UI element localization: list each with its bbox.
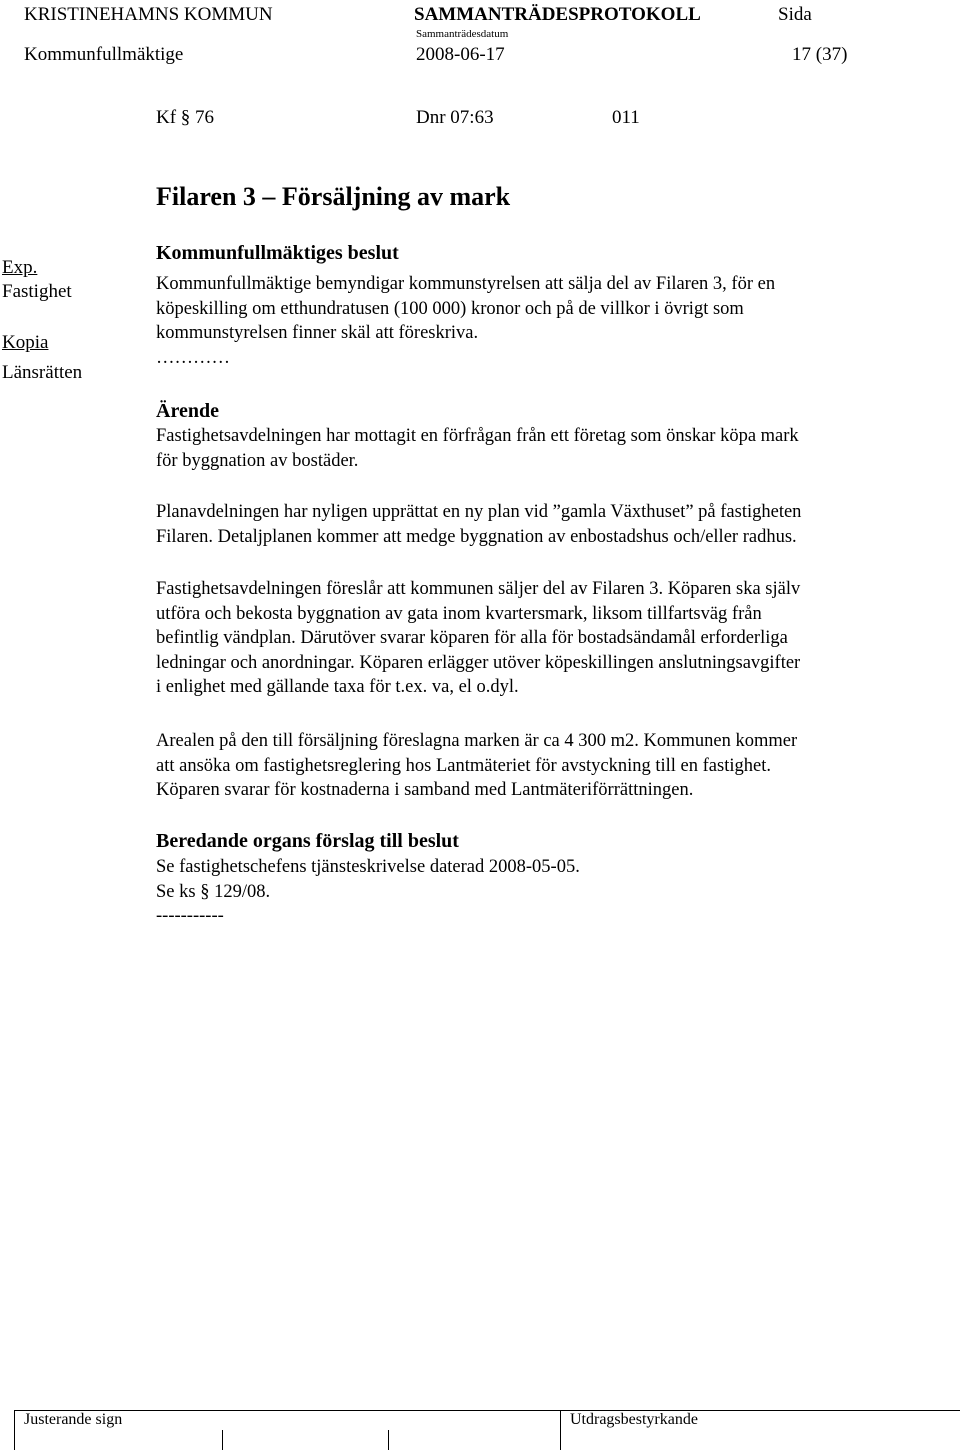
paragraph-line: ledningar och anordningar. Köparen erlägger utöver köpeskillingen anslutningsavgifter	[156, 652, 801, 673]
page-number: 17 (37)	[792, 44, 848, 65]
footer-utdragsbestyrkande: Utdragsbestyrkande	[570, 1411, 698, 1428]
decision-dots: …………	[156, 347, 230, 368]
footer-rule	[14, 1410, 960, 1411]
proposal-dashes: -----------	[156, 906, 224, 927]
paragraph-line: Fastighetsavdelningen har mottagit en förfrågan från ett företag som önskar köpa mark	[156, 426, 799, 446]
paragraph-line: i enlighet med gällande taxa för t.ex. va, el o.dyl.	[156, 677, 519, 698]
sidebar-kopia: Kopia	[2, 332, 49, 353]
decision-text	[156, 272, 946, 370]
footer-divider	[388, 1430, 389, 1450]
paragraph-line: befintlig vändplan. Därutöver svarar köparen för alla för bostadsändamål erforderliga	[156, 628, 788, 649]
paragraph-line: Köparen svarar för kostnaderna i samband med Lantmäteriförrättningen.	[156, 780, 694, 801]
diary-number: Dnr 07:63	[416, 107, 494, 128]
arende-paragraph-3	[156, 577, 946, 700]
protocol-title: SAMMANTRÄDESPROTOKOLL	[414, 4, 701, 25]
meeting-date: 2008-06-17	[416, 44, 505, 65]
decision-body: Kommunfullmäktige	[24, 44, 184, 65]
sidebar-exp: Exp.	[2, 257, 38, 278]
paragraph-line: att ansöka om fastighetsreglering hos Lantmäteriet för avstyckning till en fastighet.	[156, 755, 771, 776]
proposal-text	[156, 855, 946, 929]
meeting-date-label: Sammanträdesdatum	[416, 28, 509, 40]
municipality-name: KRISTINEHAMNS KOMMUN	[24, 4, 273, 25]
paragraph-line: för byggnation av bostäder.	[156, 450, 359, 471]
paragraph-line: utföra och bekosta byggnation av gata inom kvartersmark, liksom tillfartsväg från	[156, 603, 762, 624]
footer-divider	[560, 1410, 561, 1450]
arende-paragraph-1	[156, 424, 946, 473]
sidebar-lansratten: Länsrätten	[2, 362, 83, 383]
decision-heading: Kommunfullmäktiges beslut	[156, 242, 399, 264]
decision-line: kommunstyrelsen finner skäl att föreskriva.	[156, 323, 479, 344]
page-label: Sida	[778, 4, 812, 25]
sidebar-fastighet: Fastighet	[2, 281, 72, 302]
proposal-line: Se ks § 129/08.	[156, 881, 271, 902]
decision-line: Kommunfullmäktige bemyndigar kommunstyrelsen att sälja del av Filaren 3, för en	[156, 274, 776, 294]
arende-heading: Ärende	[156, 400, 219, 422]
page-title: Filaren 3 – Försäljning av mark	[156, 182, 511, 211]
case-code: 011	[612, 107, 640, 128]
proposal-line: Se fastighetschefens tjänsteskrivelse daterad 2008-05-05.	[156, 857, 580, 877]
proposal-heading: Beredande organs förslag till beslut	[156, 830, 459, 852]
arende-paragraph-4	[156, 729, 946, 803]
paragraph-line: Planavdelningen har nyligen upprättat en ny plan vid ”gamla Växthuset” på fastigheten	[156, 502, 802, 522]
footer-divider	[222, 1430, 223, 1450]
arende-paragraph-2	[156, 500, 946, 549]
kf-paragraph: Kf § 76	[156, 107, 215, 128]
paragraph-line: Filaren. Detaljplanen kommer att medge byggnation av enbostadshus och/eller radhus.	[156, 526, 797, 547]
paragraph-line: Arealen på den till försäljning föreslagna marken är ca 4 300 m2. Kommunen kommer	[156, 731, 798, 751]
decision-line: köpeskilling om etthundratusen (100 000) kronor och på de villkor i övrigt som	[156, 298, 744, 319]
footer-divider	[14, 1410, 15, 1450]
footer-justerande-sign: Justerande sign	[24, 1411, 123, 1428]
paragraph-line: Fastighetsavdelningen föreslår att kommunen säljer del av Filaren 3. Köparen ska själv	[156, 579, 801, 599]
